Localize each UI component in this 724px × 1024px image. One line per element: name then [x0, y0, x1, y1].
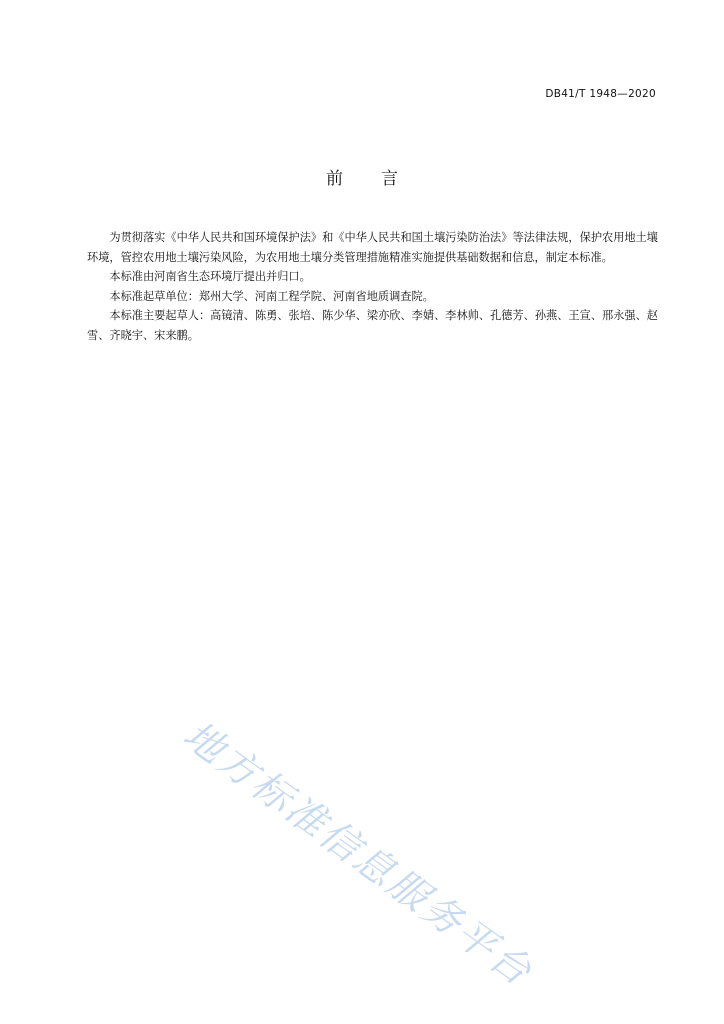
paragraph-proposer: 本标准由河南省生态环境厅提出并归口。 — [109, 270, 311, 284]
document-code: DB41/T 1948—2020 — [545, 88, 656, 100]
foreword-body — [87, 228, 658, 346]
paragraph-drafters: 本标准主要起草人：高镜清、陈勇、张培、陈少华、梁亦欣、李婧、李林帅、孔德芳、孙燕、王宣、邢永强、赵雪、齐晓宇、宋来鹏。 — [87, 309, 658, 342]
watermark: 地方标准信息服务平台 — [174, 712, 541, 996]
title-char-2: 言 — [381, 169, 398, 189]
paragraph-drafting-units: 本标准起草单位：郑州大学、河南工程学院、河南省地质调查院。 — [109, 289, 434, 303]
paragraph-purpose: 为贯彻落实《中华人民共和国环境保护法》和《中华人民共和国土壤污染防治法》等法律法规，保护农用地土壤环境，管控农用地土壤污染风险，为农用地土壤分类管理措施精准实施提供基础数据和信息，制定本标准。 — [87, 231, 658, 264]
page-title — [0, 164, 724, 189]
title-char-1: 前 — [326, 169, 343, 189]
